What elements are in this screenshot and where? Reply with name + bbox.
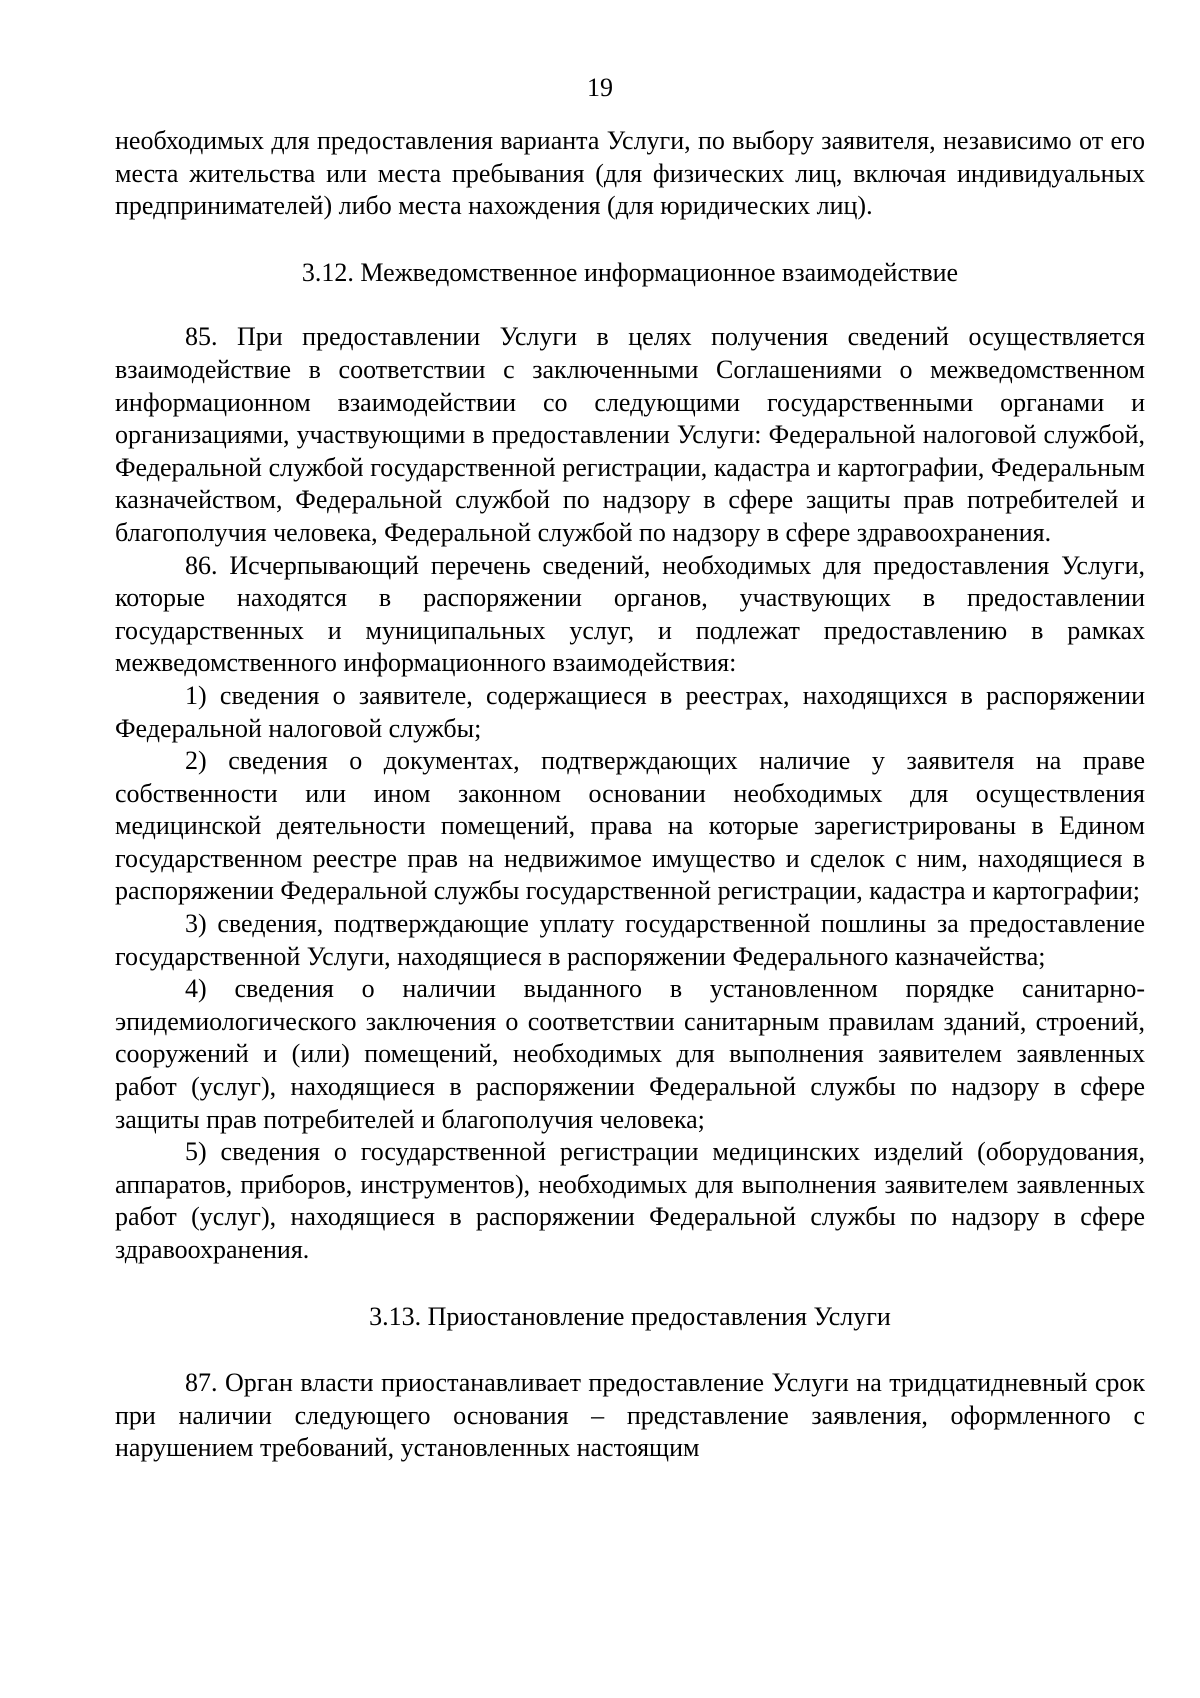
continuation-paragraph: необходимых для предоставления варианта Услуги, по выбору заявителя, независимо от его места жительства или места пребывания (для физических лиц, включая индивидуальных предпринимателей) либо места нахождения (для юридических лиц). (115, 126, 1145, 221)
list-item-5: 5) сведения о государственной регистрации медицинских изделий (оборудования, аппаратов, приборов, инструментов), необходимых для выполнения заявителем заявленных работ (услуг), находящиеся в распоряжении Федеральной службы по надзору в сфере здравоохранения. (115, 1137, 1145, 1264)
paragraph-87: 87. Орган власти приостанавливает предоставление Услуги на тридцатидневный срок при наличии следующего основания – представление заявления, оформленного с нарушением требований, установленных настоящим (115, 1368, 1145, 1463)
list-item-2: 2) сведения о документах, подтверждающих наличие у заявителя на праве собственности или ином законном основании необходимых для осуществления медицинской деятельности помещений, права на которые зарегистрированы в Едином государственном реестре прав на недвижимое имущество и сделок с ним, находящиеся в распоряжении Федеральной службы государственной регистрации, кадастра и картографии; (115, 746, 1145, 906)
list-item-3: 3) сведения, подтверждающие уплату государственной пошлины за предоставление государственной Услуги, находящиеся в распоряжении Федерального казначейства; (115, 909, 1145, 971)
section-heading-3-13: 3.13. Приостановление предоставления Услуги (369, 1301, 891, 1331)
paragraph-86: 86. Исчерпывающий перечень сведений, необходимых для предоставления Услуги, которые находятся в распоряжении органов, участвующих в предоставлении государственных и муниципальных услуг, и подлежат предоставлению в рамках межведомственного информационного взаимодействия: (115, 550, 1145, 678)
section-heading-3-12: 3.12. Межведомственное информационное взаимодействие (301, 257, 959, 287)
page-number: 19 (587, 73, 613, 102)
paragraph-85: 85. При предоставлении Услуги в целях получения сведений осуществляется взаимодействие в соответствии с заключенными Соглашениями о межведомственном информационном взаимодействии со следующими государственными органами и организациями, участвующими в предоставлении Услуги: Федеральной налоговой службой, Федеральной службой государственной регистрации, кадастра и картографии, Федеральным казначейством, Федеральной службой по надзору в сфере защиты прав потребителей и благополучия человека, Федеральной службой по надзору в сфере здравоохранения. (115, 322, 1145, 547)
document-body (115, 125, 1145, 1465)
list-item-1: 1) сведения о заявителе, содержащиеся в реестрах, находящихся в распоряжении Федеральной налоговой службы; (115, 680, 1145, 743)
list-item-4: 4) сведения о наличии выданного в установленном порядке санитарно-эпидемиологического заключения о соответствии санитарным правилам зданий, строений, сооружений и (или) помещений, необходимых для выполнения заявителем заявленных работ (услуг), находящиеся в распоряжении Федеральной службы по надзору в сфере защиты прав потребителей и благополучия человека; (115, 974, 1145, 1134)
